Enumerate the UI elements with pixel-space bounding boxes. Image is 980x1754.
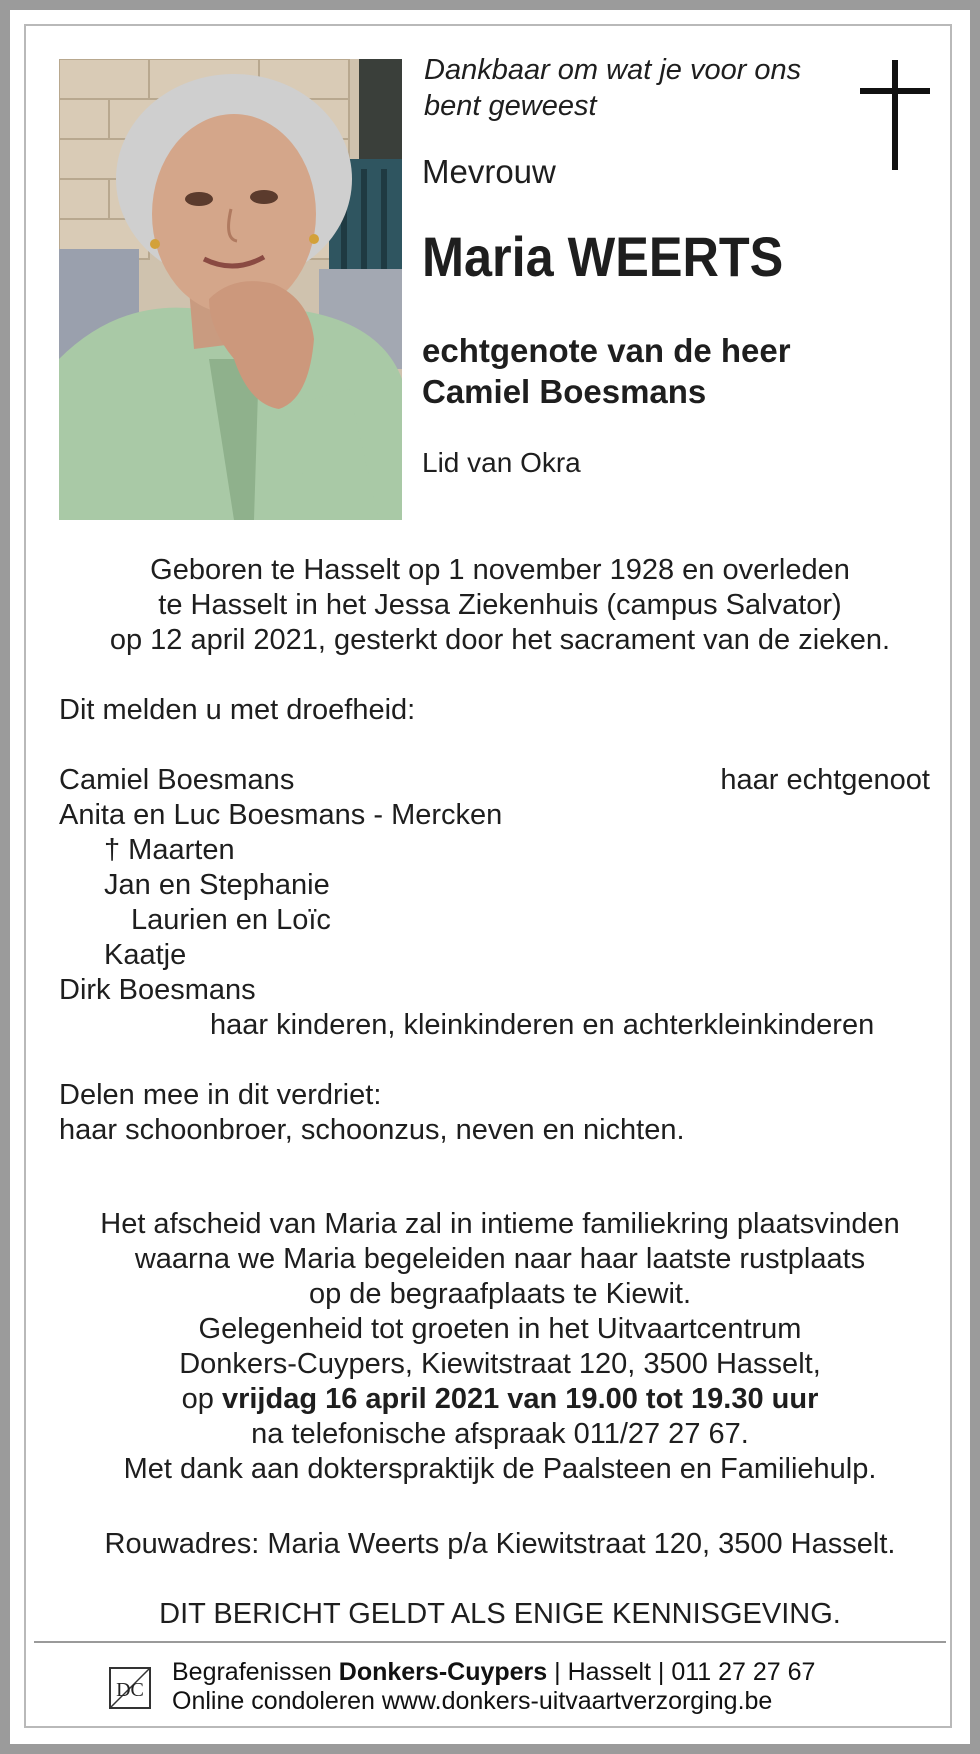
- footer-phone: 011 27 27 67: [671, 1658, 816, 1686]
- birth-death-line-3: op 12 april 2021, gesterkt door het sacrament van de zieken.: [109, 624, 891, 656]
- footer-sep-1: |: [547, 1658, 568, 1686]
- logo-letters: DC: [116, 1679, 144, 1701]
- footer-sep-2: |: [650, 1658, 672, 1686]
- footer-prefix: Begrafenissen: [172, 1658, 339, 1686]
- spouse-line-1: echtgenote van de heer: [422, 332, 791, 369]
- visitation-prefix: op: [181, 1383, 222, 1415]
- footer: [172, 1658, 815, 1716]
- deceased-name: Maria WEERTS: [422, 225, 784, 288]
- birth-death-line-2: te Hasselt in het Jessa Ziekenhuis (campus Salvator): [158, 589, 842, 621]
- farewell-line-7: na telefonische afspraak 011/27 27 67.: [251, 1418, 749, 1450]
- farewell-line-8: Met dank aan dokterspraktijk de Paalsteen en Familiehulp.: [123, 1453, 877, 1485]
- motto: [424, 52, 801, 124]
- farewell-line-4: Gelegenheid tot groeten in het Uitvaartcentrum: [198, 1313, 802, 1345]
- farewell-paragraph: [50, 1207, 950, 1487]
- sharing-intro: Delen mee in dit verdriet:: [59, 1079, 382, 1111]
- farewell-line-1: Het afscheid van Maria zal in intieme familiekring plaatsvinden: [100, 1208, 900, 1240]
- farewell-line-5: Donkers-Cuypers, Kiewitstraat 120, 3500 Hasselt,: [179, 1348, 821, 1380]
- footer-line-1: [172, 1658, 815, 1687]
- family-child-1: Anita en Luc Boesmans - Mercken: [59, 799, 503, 831]
- farewell-line-6: [50, 1382, 950, 1417]
- announce-intro: Dit melden u met droefheid:: [59, 694, 416, 726]
- family-husband-role: haar echtgenoot: [720, 764, 930, 796]
- family-grandchild-1: † Maarten: [104, 834, 235, 866]
- motto-line-1: Dankbaar om wat je voor ons: [424, 54, 802, 86]
- footer-divider: [34, 1641, 946, 1643]
- family-grandchild-2: Jan en Stephanie: [104, 869, 330, 901]
- cross-icon: [860, 60, 930, 170]
- family-husband-name: Camiel Boesmans: [59, 764, 295, 796]
- farewell-line-2: waarna we Maria begeleiden naar haar laatste rustplaats: [134, 1243, 866, 1275]
- family-grandchild-3: Kaatje: [104, 939, 187, 971]
- footer-company: Donkers-Cuypers: [338, 1658, 548, 1686]
- farewell-line-3: op de begraafplaats te Kiewit.: [308, 1278, 692, 1310]
- birth-death-paragraph: [50, 553, 950, 658]
- honorific: Mevrouw: [422, 153, 556, 190]
- portrait-photo: [59, 59, 402, 520]
- notice: DIT BERICHT GELDT ALS ENIGE KENNISGEVING.: [159, 1598, 841, 1630]
- spouse-line-2: Camiel Boesmans: [422, 373, 707, 410]
- obituary-card: [10, 10, 970, 1744]
- membership: Lid van Okra: [422, 447, 581, 478]
- visitation-date: vrijdag 16 april 2021 van 19.00 tot 19.30 uur: [221, 1383, 819, 1415]
- footer-line-2: Online condoleren www.donkers-uitvaartverzorging.be: [172, 1687, 773, 1715]
- birth-death-line-1: Geboren te Hasselt op 1 november 1928 en overleden: [150, 554, 850, 586]
- family-child-2: Dirk Boesmans: [59, 974, 256, 1006]
- spouse-line: [422, 330, 791, 412]
- footer-city: Hasselt: [567, 1658, 651, 1686]
- family-summary: haar kinderen, kleinkinderen en achterkleinkinderen: [210, 1009, 875, 1041]
- funeral-home-logo-icon: [107, 1663, 153, 1711]
- sharing-relatives: haar schoonbroer, schoonzus, neven en nichten.: [59, 1114, 685, 1146]
- mourning-address: Rouwadres: Maria Weerts p/a Kiewitstraat 120, 3500 Hasselt.: [104, 1528, 896, 1560]
- family-great-grandchild: Laurien en Loïc: [131, 904, 331, 936]
- motto-line-2: bent geweest: [424, 90, 597, 122]
